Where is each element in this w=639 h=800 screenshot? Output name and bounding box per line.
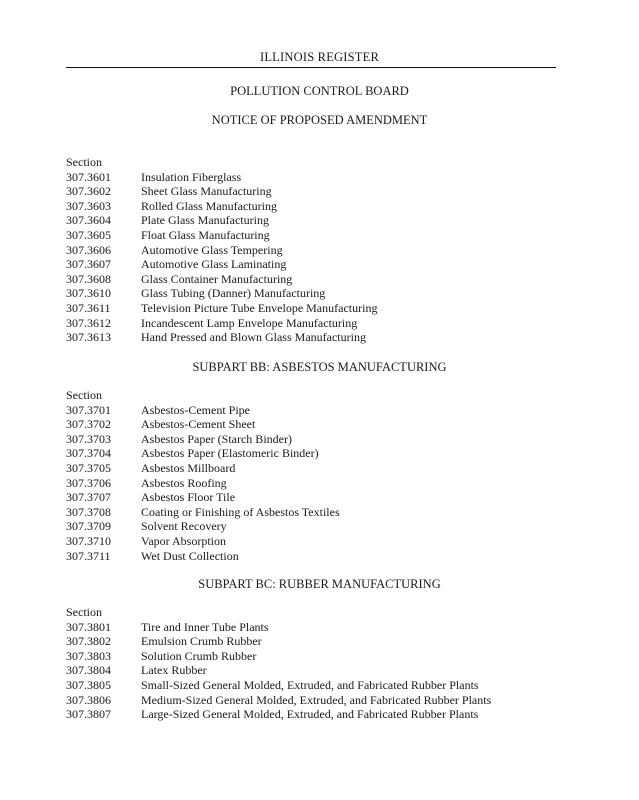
section-number: 307.3709 bbox=[66, 519, 111, 534]
section-row bbox=[66, 461, 586, 476]
section-number: 307.3603 bbox=[66, 198, 111, 213]
section-title: Latex Rubber bbox=[141, 663, 207, 678]
section-row bbox=[66, 707, 586, 722]
section-row bbox=[66, 330, 586, 345]
section-title: Float Glass Manufacturing bbox=[141, 227, 270, 242]
section-title: Asbestos-Cement Sheet bbox=[141, 417, 256, 432]
section-title: Solvent Recovery bbox=[141, 519, 227, 534]
section-number: 307.3701 bbox=[66, 402, 111, 417]
section-number: 307.3612 bbox=[66, 315, 111, 330]
section-title: Wet Dust Collection bbox=[141, 548, 239, 563]
section-title: Asbestos Millboard bbox=[141, 460, 236, 475]
section-number: 307.3610 bbox=[66, 286, 111, 301]
section-row bbox=[66, 505, 586, 520]
section-title: Vapor Absorption bbox=[141, 533, 226, 548]
section-number: 307.3803 bbox=[66, 648, 111, 663]
section-number: 307.3613 bbox=[66, 330, 111, 345]
section-number: 307.3711 bbox=[66, 548, 111, 563]
section-number: 307.3705 bbox=[66, 460, 111, 475]
section-title: Television Picture Tube Envelope Manufacturing bbox=[141, 300, 378, 315]
section-block-asbestos bbox=[66, 388, 586, 563]
section-row bbox=[66, 199, 586, 214]
section-title: Asbestos Roofing bbox=[141, 475, 227, 490]
section-number: 307.3605 bbox=[66, 227, 111, 242]
section-row bbox=[66, 519, 586, 534]
section-title: Incandescent Lamp Envelope Manufacturing bbox=[141, 315, 358, 330]
section-title: Insulation Fiberglass bbox=[141, 169, 242, 184]
section-row bbox=[66, 534, 586, 549]
section-row bbox=[66, 663, 586, 678]
section-title: Sheet Glass Manufacturing bbox=[141, 184, 272, 199]
section-row bbox=[66, 213, 586, 228]
notice-heading: NOTICE OF PROPOSED AMENDMENT bbox=[211, 113, 428, 127]
section-number: 307.3704 bbox=[66, 446, 111, 461]
section-title: Automotive Glass Laminating bbox=[141, 257, 287, 272]
section-title: Asbestos-Cement Pipe bbox=[141, 402, 250, 417]
section-label: Section bbox=[66, 388, 102, 402]
section-list-rubber bbox=[66, 620, 586, 722]
section-number: 307.3707 bbox=[66, 490, 111, 505]
section-row bbox=[66, 490, 586, 505]
section-row bbox=[66, 243, 586, 258]
section-number: 307.3608 bbox=[66, 271, 111, 286]
section-title: Hand Pressed and Blown Glass Manufacturing bbox=[141, 330, 366, 345]
section-label: Section bbox=[66, 155, 102, 169]
section-title: Small-Sized General Molded, Extruded, and Fabricated Rubber Plants bbox=[141, 677, 479, 692]
board-heading: POLLUTION CONTROL BOARD bbox=[230, 84, 409, 98]
section-number: 307.3611 bbox=[66, 300, 111, 315]
section-number: 307.3805 bbox=[66, 677, 111, 692]
section-title: Emulsion Crumb Rubber bbox=[141, 634, 262, 649]
section-title: Glass Container Manufacturing bbox=[141, 271, 293, 286]
section-number: 307.3604 bbox=[66, 213, 111, 228]
section-row bbox=[66, 649, 586, 664]
section-block-glass bbox=[66, 155, 586, 345]
section-row bbox=[66, 417, 586, 432]
section-number: 307.3606 bbox=[66, 242, 111, 257]
subpart-bb-heading: SUBPART BB: ASBESTOS MANUFACTURING bbox=[192, 360, 447, 374]
section-number: 307.3710 bbox=[66, 533, 111, 548]
section-list-asbestos bbox=[66, 403, 586, 564]
section-row bbox=[66, 228, 586, 243]
section-list-glass bbox=[66, 170, 586, 345]
section-number: 307.3801 bbox=[66, 619, 111, 634]
section-row bbox=[66, 184, 586, 199]
section-row bbox=[66, 316, 586, 331]
register-title: ILLINOIS REGISTER bbox=[259, 50, 379, 64]
section-number: 307.3602 bbox=[66, 184, 111, 199]
section-title: Large-Sized General Molded, Extruded, and Fabricated Rubber Plants bbox=[141, 707, 479, 722]
section-title: Automotive Glass Tempering bbox=[141, 242, 283, 257]
section-number: 307.3807 bbox=[66, 707, 111, 722]
section-row bbox=[66, 301, 586, 316]
section-number: 307.3802 bbox=[66, 634, 111, 649]
section-number: 307.3607 bbox=[66, 257, 111, 272]
section-title: Plate Glass Manufacturing bbox=[141, 213, 269, 228]
section-row bbox=[66, 257, 586, 272]
section-row bbox=[66, 446, 586, 461]
section-title: Solution Crumb Rubber bbox=[141, 648, 257, 663]
section-row bbox=[66, 678, 586, 693]
section-row bbox=[66, 620, 586, 635]
section-title: Rolled Glass Manufacturing bbox=[141, 198, 277, 213]
section-number: 307.3806 bbox=[66, 692, 111, 707]
subpart-bc-heading: SUBPART BC: RUBBER MANUFACTURING bbox=[198, 577, 441, 591]
section-title: Medium-Sized General Molded, Extruded, and Fabricated Rubber Plants bbox=[141, 692, 492, 707]
section-block-rubber bbox=[66, 605, 586, 722]
header-rule bbox=[66, 67, 556, 68]
section-title: Asbestos Paper (Starch Binder) bbox=[141, 431, 292, 446]
section-number: 307.3708 bbox=[66, 504, 111, 519]
section-label: Section bbox=[66, 605, 102, 619]
section-row bbox=[66, 549, 586, 564]
section-row bbox=[66, 634, 586, 649]
section-title: Glass Tubing (Danner) Manufacturing bbox=[141, 286, 326, 301]
section-number: 307.3601 bbox=[66, 169, 111, 184]
section-row bbox=[66, 693, 586, 708]
section-title: Asbestos Paper (Elastomeric Binder) bbox=[141, 446, 319, 461]
section-row bbox=[66, 272, 586, 287]
section-number: 307.3706 bbox=[66, 475, 111, 490]
section-row bbox=[66, 403, 586, 418]
section-title: Coating or Finishing of Asbestos Textiles bbox=[141, 504, 340, 519]
section-title: Asbestos Floor Tile bbox=[141, 490, 236, 505]
section-row bbox=[66, 286, 586, 301]
section-row bbox=[66, 432, 586, 447]
section-number: 307.3703 bbox=[66, 431, 111, 446]
section-number: 307.3804 bbox=[66, 663, 111, 678]
section-number: 307.3702 bbox=[66, 417, 111, 432]
section-row bbox=[66, 476, 586, 491]
section-title: Tire and Inner Tube Plants bbox=[141, 619, 269, 634]
section-row bbox=[66, 170, 586, 185]
